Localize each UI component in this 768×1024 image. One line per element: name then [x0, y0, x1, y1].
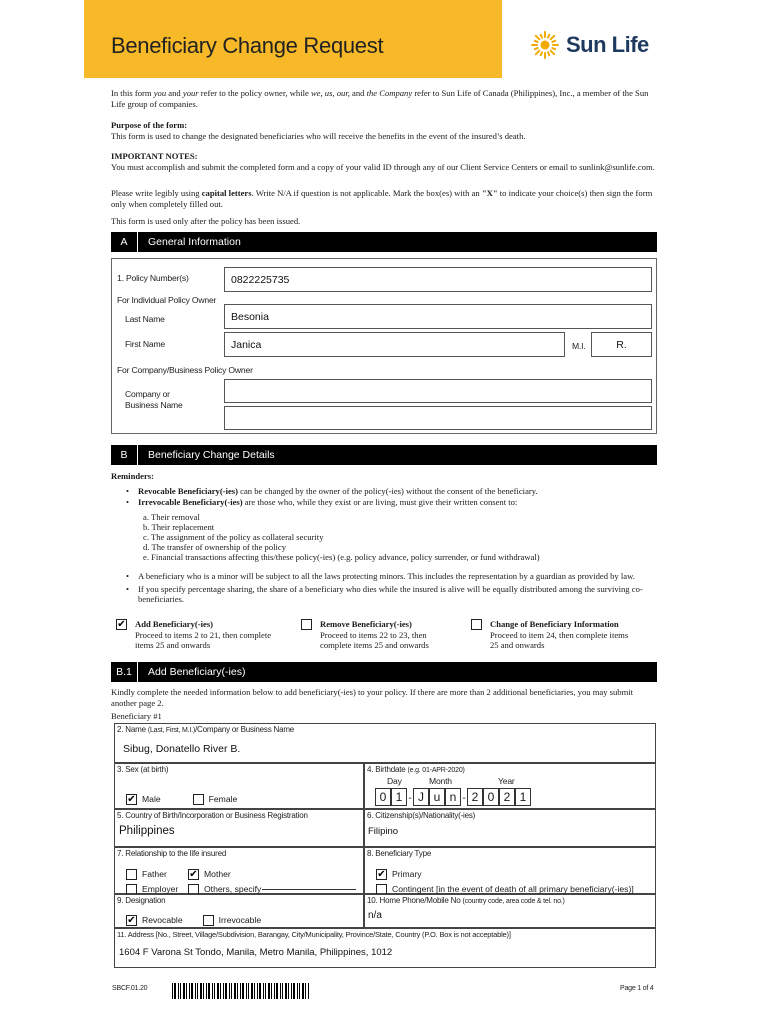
barcode-icon	[172, 983, 312, 999]
year-digit: 2	[499, 788, 515, 806]
female-checkbox[interactable]	[193, 794, 204, 805]
barcode-bar	[265, 983, 266, 999]
form-code: SBCF.01.20	[112, 985, 148, 992]
barcode-bar	[180, 983, 181, 999]
notes-text: You must accomplish and submit the completed form and a copy of your valid ID through any of our Client Service Centers or email to sunlink@sunlife.com.	[111, 161, 655, 172]
page-number: Page 1 of 4	[620, 985, 654, 992]
barcode-bar	[263, 983, 264, 999]
barcode-bar	[251, 983, 253, 999]
barcode-bar	[217, 983, 219, 999]
barcode-bar	[248, 983, 249, 999]
intro-paragraph: In this form you and your refer to the policy owner, while we, us, our, and the Company refer to Sun Life of Canada (Philippines), Inc., a member of the Sun Life group of companies.	[111, 88, 649, 109]
reminder-minor: • A beneficiary who is a minor will be subject to all the laws protecting minors. This includes the representation by a guardian as provided by law.	[126, 571, 661, 582]
remove-beneficiary-checkbox[interactable]	[301, 619, 312, 630]
option-remove-beneficiary[interactable]: Remove Beneficiary(-ies) Proceed to items 22 to 23, then complete items 25 and onwards	[301, 619, 429, 653]
barcode-bar	[220, 983, 221, 999]
phone-cell[interactable]	[364, 894, 656, 928]
last-name-label: Last Name	[125, 314, 165, 324]
instructions-paragraph: Please write legibly using capital letters. Write N/A if question is not applicable. Mark the box(es) with an "X" to indicate your choice(s) then sign the form only when completely filled out.	[111, 188, 653, 209]
barcode-bar	[293, 983, 295, 999]
barcode-bar	[268, 983, 270, 999]
contingent-label: Contingent [in the event of death of all primary beneficiary(-ies)]	[392, 884, 634, 895]
section-label: General Information	[148, 236, 241, 248]
last-name-field[interactable]: Besonia	[224, 304, 652, 329]
phone-label: 10. Home Phone/Mobile No (country code, area code & tel. no.)	[367, 896, 565, 905]
irrevocable-label: Irrevocable	[218, 915, 262, 926]
logo-text: Sun Life	[566, 32, 649, 57]
section-label: Add Beneficiary(-ies)	[148, 666, 246, 678]
father-checkbox[interactable]	[126, 869, 137, 880]
barcode-bar	[212, 983, 213, 999]
barcode-bar	[254, 983, 255, 999]
barcode-bar	[297, 983, 298, 999]
mother-checkbox[interactable]: ✔	[189, 868, 198, 880]
sun-icon	[530, 30, 560, 60]
used-after-note: This form is used only after the policy has been issued.	[111, 216, 301, 226]
name-label: 2. Name (Last, First, M.I.)/Company or Business Name	[117, 725, 295, 734]
irrevocable-checkbox[interactable]	[203, 915, 214, 926]
barcode-bar	[229, 983, 230, 999]
section-code: B	[111, 445, 138, 465]
barcode-bar	[208, 983, 210, 999]
phone-value: n/a	[368, 910, 382, 921]
male-checkbox[interactable]: ✔	[127, 793, 136, 805]
address-value: 1604 F Varona St Tondo, Manila, Metro Manila, Philippines, 1012	[119, 947, 393, 958]
month-digit: J	[413, 788, 429, 806]
company-name-label: Company or Business Name	[125, 389, 183, 410]
company-owner-label: For Company/Business Policy Owner	[117, 365, 253, 375]
beneficiary-heading: Beneficiary #1	[111, 711, 162, 721]
reminder-percentage: • If you specify percentage sharing, the share of a beneficiary who dies while the insured is alive will be equally distributed among the surviving co-beneficiaries.	[126, 584, 661, 605]
option-title: Add Beneficiary(-ies)	[135, 619, 214, 629]
barcode-bar	[302, 983, 304, 999]
option-title: Remove Beneficiary(-ies)	[320, 619, 412, 629]
irrevocable-subitems: a. Their removal b. Their replacement c. The assignment of the policy as collateral security d. The transfer of ownership of the policy e. Financial transactions affecting this/these policy(-ies) (e.g. policy advance, policy surrender, or fund withdrawal)	[143, 512, 540, 562]
country-label: 5. Country of Birth/Incorporation or Business Registration	[117, 811, 308, 820]
barcode-bar	[183, 983, 185, 999]
sun-life-logo	[530, 30, 649, 60]
barcode-bar	[246, 983, 247, 999]
relationship-cell	[114, 847, 364, 894]
barcode-bar	[191, 983, 193, 999]
option-title: Change of Beneficiary Information	[490, 619, 619, 629]
reminders-list-2	[126, 571, 661, 605]
barcode-bar	[282, 983, 283, 999]
barcode-bar	[197, 983, 198, 999]
purpose-heading: Purpose of the form:	[111, 120, 188, 130]
barcode-bar	[291, 983, 292, 999]
company-name-field-2[interactable]	[224, 406, 652, 430]
first-name-field[interactable]: Janica	[224, 332, 565, 357]
female-label: Female	[208, 794, 238, 805]
month-digit: n	[445, 788, 461, 806]
barcode-bar	[274, 983, 275, 999]
barcode-bar	[223, 983, 224, 999]
barcode-bar	[225, 983, 227, 999]
barcode-bar	[259, 983, 261, 999]
page-title: Beneficiary Change Request	[111, 33, 384, 58]
barcode-bar	[242, 983, 244, 999]
reminder-irrevocable: • Irrevocable Beneficiary(-ies) are those who, while they exist or are living, must give their written consent to:	[126, 497, 661, 508]
reminders-list	[126, 486, 661, 507]
notes-heading: IMPORTANT NOTES:	[111, 151, 198, 161]
mother-label: Mother	[204, 869, 231, 880]
citizenship-value: Filipino	[368, 826, 399, 837]
birthdate-cell	[364, 763, 656, 809]
section-b-header	[111, 445, 657, 465]
sex-cell	[114, 763, 364, 809]
address-label: 11. Address [No., Street, Village/Subdivision, Barangay, City/Municipality, Province/State, Country (P.O. Box is not acceptable)]	[117, 930, 511, 939]
option-change-info[interactable]: Change of Beneficiary Information Proceed to item 24, then complete items 25 and onwards	[471, 619, 628, 653]
primary-checkbox[interactable]: ✔	[377, 868, 386, 880]
section-a-header	[111, 232, 657, 252]
option-add-beneficiary[interactable]: ✔ Add Beneficiary(-ies) Proceed to items 2 to 21, then complete items 25 and onwards	[117, 619, 272, 650]
designation-label: 9. Designation	[117, 896, 166, 905]
country-cell[interactable]	[114, 809, 364, 847]
others-specify-line[interactable]	[262, 889, 356, 890]
revocable-label: Revocable	[142, 915, 183, 926]
sex-options	[126, 790, 237, 808]
month-digit: u	[429, 788, 445, 806]
barcode-bar	[231, 983, 232, 999]
barcode-bar	[271, 983, 272, 999]
mi-field[interactable]: R.	[591, 332, 652, 357]
day-digit: 1	[391, 788, 407, 806]
barcode-bar	[240, 983, 241, 999]
birthdate-boxes[interactable]: 0 1 - J u n - 2 0 2 1	[375, 788, 531, 806]
notes-block	[111, 151, 659, 172]
employer-label: Employer	[142, 884, 179, 895]
individual-owner-label: For Individual Policy Owner	[117, 295, 217, 305]
revocable-checkbox[interactable]: ✔	[127, 914, 136, 926]
barcode-bar	[237, 983, 238, 999]
barcode-bar	[285, 983, 287, 999]
purpose-text: This form is used to change the designated beneficiaries who will receive the benefits in the event of the insured’s death.	[111, 130, 526, 141]
barcode-bar	[203, 983, 204, 999]
barcode-bar	[178, 983, 179, 999]
policy-number-field[interactable]: 0822225735	[224, 267, 652, 292]
sex-label: 3. Sex (at birth)	[117, 765, 169, 774]
day-label: Day	[387, 776, 402, 786]
barcode-bar	[172, 983, 173, 999]
section-code: A	[111, 232, 138, 252]
birthdate-label: 4. Birthdate (e.g. 01-APR-2020)	[367, 765, 465, 774]
day-digit: 0	[375, 788, 391, 806]
others-label: Others, specify	[204, 884, 262, 895]
barcode-bar	[214, 983, 215, 999]
reminders-heading: Reminders:	[111, 471, 154, 481]
add-beneficiary-intro: Kindly complete the needed information below to add beneficiary(-ies) to your policy. If there are more than 2 additional beneficiaries, you may submit another page 2.	[111, 687, 634, 708]
barcode-bar	[308, 983, 309, 999]
section-b1-header	[111, 662, 657, 682]
beneficiary-type-label: 8. Beneficiary Type	[367, 849, 432, 858]
father-label: Father	[142, 869, 167, 880]
mi-label: M.I.	[572, 341, 586, 351]
barcode-bar	[195, 983, 196, 999]
year-digit: 0	[483, 788, 499, 806]
month-label: Month	[429, 776, 452, 786]
barcode-bar	[186, 983, 187, 999]
policy-number-label: 1. Policy Number(s)	[117, 273, 189, 283]
barcode-bar	[234, 983, 236, 999]
reminder-revocable: • Revocable Beneficiary(-ies) can be changed by the owner of the policy(-ies) without the consent of the beneficiary.	[126, 486, 661, 497]
section-label: Beneficiary Change Details	[148, 449, 275, 461]
name-cell[interactable]	[114, 723, 656, 763]
male-label: Male	[142, 794, 161, 805]
barcode-bar	[280, 983, 281, 999]
add-beneficiary-checkbox[interactable]: ✔	[117, 619, 126, 630]
address-cell[interactable]	[114, 928, 656, 968]
section-code: B.1	[111, 662, 138, 682]
purpose-block	[111, 120, 659, 141]
barcode-bar	[174, 983, 176, 999]
barcode-bar	[276, 983, 278, 999]
barcode-bar	[189, 983, 190, 999]
citizenship-cell[interactable]	[364, 809, 656, 847]
primary-label: Primary	[392, 869, 422, 880]
relationship-label: 7. Relationship to the life insured	[117, 849, 227, 858]
citizenship-label: 6. Citizenship(s)/Nationality(-ies)	[367, 811, 476, 820]
country-value: Philippines	[119, 825, 175, 837]
company-name-field-1[interactable]	[224, 379, 652, 403]
barcode-bar	[288, 983, 289, 999]
barcode-bar	[299, 983, 300, 999]
change-info-checkbox[interactable]	[471, 619, 482, 630]
barcode-bar	[257, 983, 258, 999]
year-digit: 1	[515, 788, 531, 806]
year-label: Year	[498, 776, 515, 786]
year-digit: 2	[467, 788, 483, 806]
name-value: Sibug, Donatello River B.	[123, 743, 241, 755]
first-name-label: First Name	[125, 339, 166, 349]
beneficiary-type-cell	[364, 847, 656, 894]
barcode-bar	[305, 983, 306, 999]
barcode-bar	[206, 983, 207, 999]
designation-cell	[114, 894, 364, 928]
barcode-bar	[200, 983, 202, 999]
